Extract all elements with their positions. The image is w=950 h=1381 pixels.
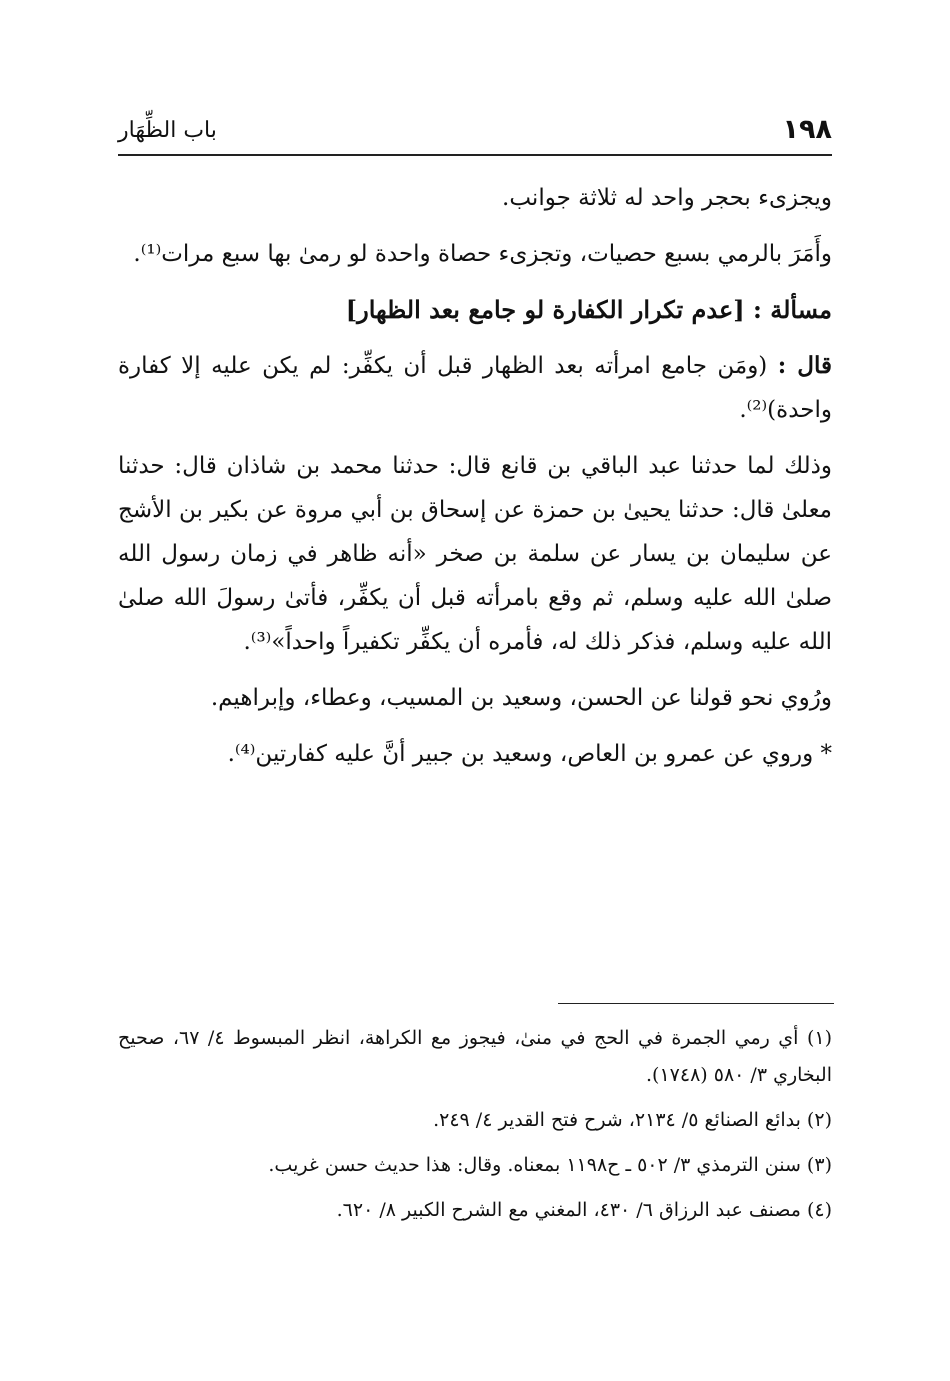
page-header: [118, 112, 832, 156]
paragraph: * وروي عن عمرو بن العاص، وسعيد بن جبير أنَّ عليه كفارتين⁽⁴⁾.: [227, 741, 832, 767]
footnote-divider: [558, 1003, 834, 1004]
paragraph: وذلك لما حدثنا عبد الباقي بن قانع قال: حدثنا محمد بن شاذان قال: حدثنا معلىٰ قال: حدثنا يحيىٰ بن حمزة عن إسحاق بن أبي مروة عن بكير بن الأشج عن سليمان بن يسار عن سلمة بن صخر «أنه ظاهر في زمان رسول الله صلىٰ الله عليه وسلم، ثم وقع بامرأته قبل أن يكفِّر، فأتىٰ رسولَ الله صلىٰ الله عليه وسلم، فذكر ذلك له، فأمره أن يكفِّر تكفيراً واحداً»⁽³⁾.: [118, 453, 832, 655]
footnote: (٣) سنن الترمذي ٣/ ٥٠٢ ـ ح١١٩٨ بمعناه. وقال: هذا حديث حسن غريب.: [268, 1154, 832, 1176]
paragraph: وأَمَرَ بالرمي بسبع حصيات، وتجزىء حصاة واحدة لو رمىٰ بها سبع مرات⁽¹⁾.: [133, 241, 832, 267]
main-text: [118, 176, 832, 788]
qala-label: قال :: [777, 352, 833, 379]
issue-heading: مسألة : [عدم تكرار الكفارة لو جامع بعد الظهار]: [345, 295, 832, 324]
footnotes: [118, 1020, 832, 1237]
quoted-text: (ومَن جامع امرأته بعد الظهار قبل أن يكفِّر: لم يكن عليه إلا كفارة واحدة)⁽²⁾.: [118, 353, 832, 423]
page-number: ١٩٨: [782, 114, 832, 145]
footnote: (٤) مصنف عبد الرزاق ٦/ ٤٣٠، المغني مع الشرح الكبير ٨/ ٦٢٠.: [336, 1199, 832, 1221]
footnote: (١) أي رمي الجمرة في الحج في منىٰ، فيجوز مع الكراهة، انظر المبسوط ٤/ ٦٧، صحيح البخاري ٣/ ٥٨٠ (١٧٤٨).: [118, 1027, 832, 1086]
paragraph: [118, 344, 832, 432]
paragraph: ويجزىء بحجر واحد له ثلاثة جوانب.: [502, 185, 832, 211]
running-title: باب الظِّهَار: [118, 118, 217, 143]
footnote: (٢) بدائع الصنائع ٥/ ٢١٣٤، شرح فتح القدير ٤/ ٢٤٩.: [433, 1109, 832, 1131]
paragraph: ورُوي نحو قولنا عن الحسن، وسعيد بن المسيب، وعطاء، وإبراهيم.: [210, 685, 832, 711]
